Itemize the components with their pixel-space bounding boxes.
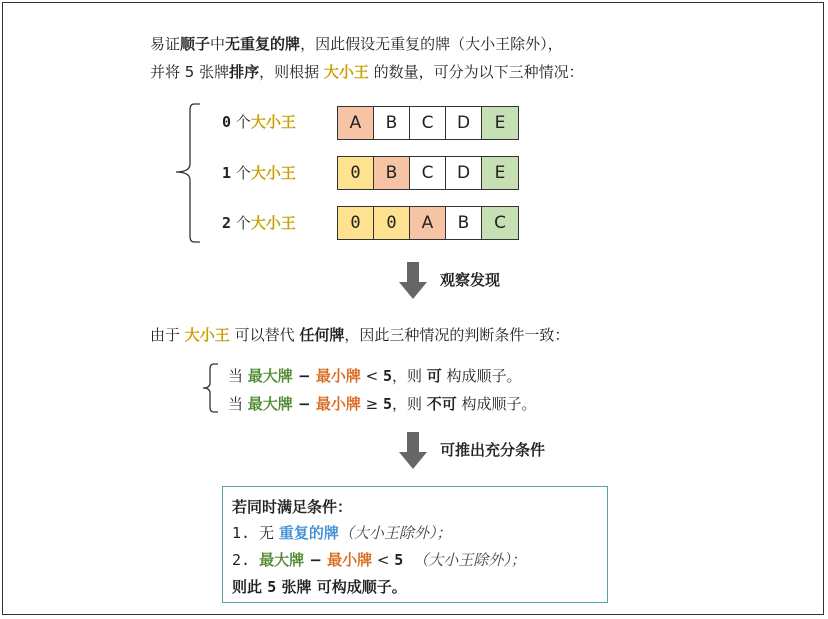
cond-minus: − <box>292 395 316 413</box>
cond-minus: − <box>292 367 316 385</box>
item-note: （大小王除外）； <box>413 551 526 569</box>
card-cell: B <box>374 107 410 139</box>
cond-result: 不可 <box>426 395 457 413</box>
cond-text: ，则 <box>391 395 427 413</box>
intro-text: ，则根据 <box>259 63 324 81</box>
final-text: 则此 <box>232 578 268 596</box>
middle-joker-label: 大小王 <box>184 326 230 344</box>
case-count: 2 <box>222 214 232 232</box>
condition-line <box>228 394 537 414</box>
conclusion-item-1 <box>232 523 451 543</box>
conclusion-final <box>232 577 407 597</box>
intro-text: 中 <box>210 35 226 53</box>
intro-text: ，因此假设无重复的牌（大小王除外）， <box>300 35 563 53</box>
middle-bold-any-card: 任何牌 <box>299 326 345 344</box>
card-cell: 0 <box>374 207 410 239</box>
card-cell: B <box>446 207 482 239</box>
intro-line-1 <box>150 34 563 54</box>
card-cell: 0 <box>338 157 374 189</box>
cond-max-card: 最大牌 <box>247 367 293 385</box>
case-count: 0 <box>222 113 232 131</box>
cond-min-card: 最小牌 <box>315 367 361 385</box>
item-note: （大小王除外）； <box>338 524 452 542</box>
card-cell: D <box>446 107 482 139</box>
arrow-label-derive: 可推出充分条件 <box>440 441 546 459</box>
intro-line-2 <box>150 62 584 82</box>
cond-text: 构成顺子。 <box>456 395 537 413</box>
conclusion-item-2 <box>232 550 526 570</box>
card-cell: E <box>482 107 518 139</box>
cond-min-card: 最小牌 <box>315 395 361 413</box>
intro-bold-shunzi: 顺子 <box>180 35 211 53</box>
arrow-label-observe: 观察发现 <box>440 271 501 289</box>
case-row-label <box>222 213 296 233</box>
down-arrow-icon <box>398 262 428 300</box>
card-cell: B <box>374 157 410 189</box>
middle-text: 可以替代 <box>229 326 300 344</box>
cond-text: 当 <box>228 395 248 413</box>
case-joker-label: 大小王 <box>250 113 296 131</box>
final-number: 5 <box>267 578 277 596</box>
card-cell: D <box>446 157 482 189</box>
card-cell: A <box>338 107 374 139</box>
item-max-card: 最大牌 <box>259 551 305 569</box>
card-cell: C <box>482 207 518 239</box>
cond-result: 可 <box>426 367 442 385</box>
item-minus: − <box>304 551 328 569</box>
case-cards <box>337 156 519 190</box>
middle-line <box>150 325 569 345</box>
case-unit: 个 <box>231 113 251 131</box>
cond-operator: < <box>360 367 383 385</box>
conditions-brace <box>200 362 224 414</box>
cond-text: 构成顺子。 <box>441 367 522 385</box>
item-no-dup-highlight: 重复的牌 <box>278 524 339 542</box>
cond-operator: ≥ <box>360 395 383 413</box>
case-joker-label: 大小王 <box>250 164 296 182</box>
intro-bold-sort: 排序 <box>229 63 260 81</box>
case-cards <box>337 106 519 140</box>
case-joker-label: 大小王 <box>250 214 296 232</box>
cases-brace <box>172 102 204 244</box>
case-unit: 个 <box>231 164 251 182</box>
down-arrow-icon <box>398 432 428 470</box>
intro-text: 并将 5 张牌 <box>150 63 230 81</box>
item-min-card: 最小牌 <box>327 551 373 569</box>
card-cell: A <box>410 207 446 239</box>
case-row-label <box>222 112 296 132</box>
card-cell: C <box>410 107 446 139</box>
case-row-label <box>222 163 296 183</box>
cond-number: 5 <box>382 395 392 413</box>
item-operator: < <box>372 551 395 569</box>
cond-text: ，则 <box>391 367 427 385</box>
middle-text: ，因此三种情况的判断条件一致： <box>344 326 570 344</box>
case-cards <box>337 206 519 240</box>
condition-line <box>228 366 522 386</box>
final-text: 张牌 <box>276 578 317 596</box>
intro-text: 的数量，可分为以下三种情况： <box>368 63 584 81</box>
item-text: 无 <box>259 524 279 542</box>
card-cell: C <box>410 157 446 189</box>
cond-max-card: 最大牌 <box>247 395 293 413</box>
case-count: 1 <box>222 164 232 182</box>
middle-text: 由于 <box>150 326 185 344</box>
intro-bold-no-dup: 无重复的牌 <box>225 35 301 53</box>
final-text: 可构成顺子。 <box>316 578 407 596</box>
cond-number: 5 <box>382 367 392 385</box>
intro-joker-label: 大小王 <box>323 63 369 81</box>
case-unit: 个 <box>231 214 251 232</box>
conclusion-title: 若同时满足条件： <box>232 498 353 516</box>
card-cell: E <box>482 157 518 189</box>
item-number-5: 5 <box>394 551 404 569</box>
item-number: 2. <box>232 551 260 569</box>
card-cell: 0 <box>338 207 374 239</box>
cond-text: 当 <box>228 367 248 385</box>
intro-text: 易证 <box>150 35 181 53</box>
item-number: 1. <box>232 524 260 542</box>
